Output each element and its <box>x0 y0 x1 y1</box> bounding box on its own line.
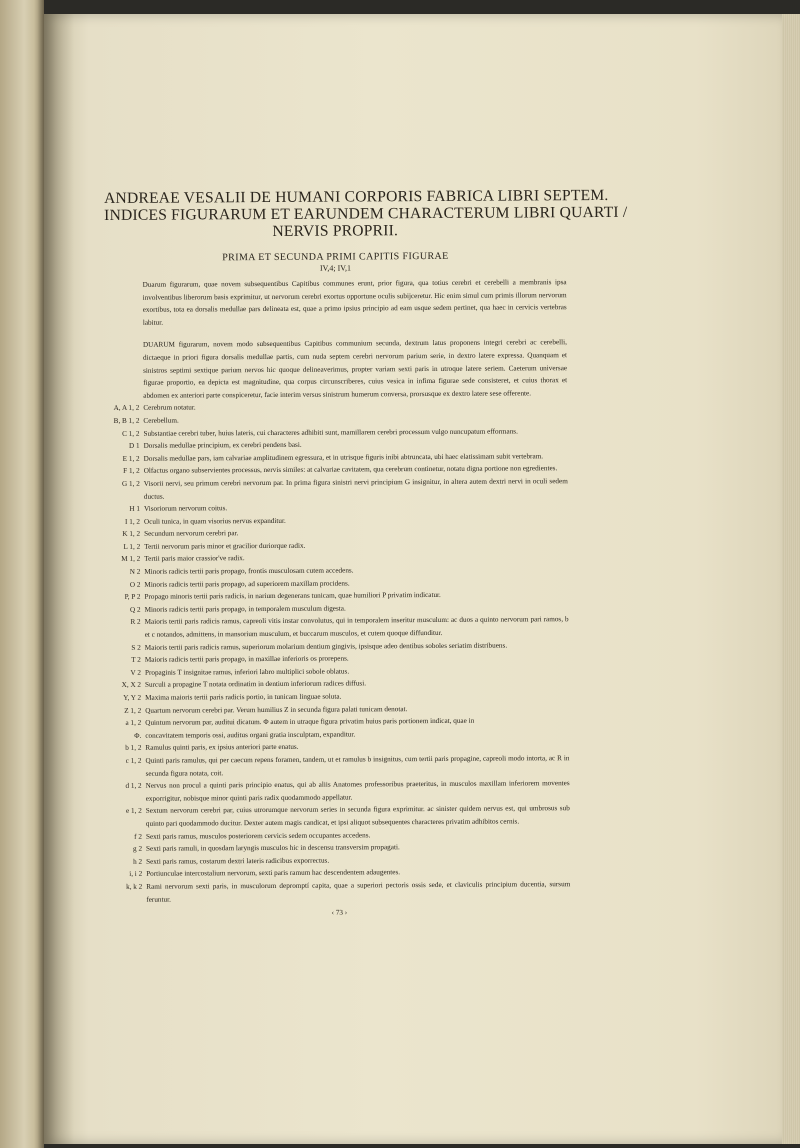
entry-text: Minoris radicis tertii paris propago, ad superiorem maxillam procidens. <box>144 579 350 589</box>
entry-text: Portiunculae intercostalium nervorum, sexti paris ramum hac descendentem adaugentes. <box>146 868 401 879</box>
entry-text: Sexti paris ramuli, in quosdam laryngis musculos hic in descensu transversim propagati. <box>146 843 400 853</box>
title-line-3: NERVIS PROPRII. <box>272 222 399 240</box>
entry-text: Surculi a propagine T notata ordinatim in dentium inferiorum radices diffusi. <box>145 679 367 690</box>
entry-text: Sextum nervorum cerebri par, cuius utrorumque nervorum series in secunda figura exprimitur. ac sinister quidem nervus est, qui umbrosus sub quinto pari quodammodo ducitur. Dexter autem magis candicat, et ipsi aliquot subsequentes characteres privatim adhibitos cernis. <box>145 804 570 828</box>
entry-label: i, i 2 <box>129 870 143 879</box>
page-number: ‹ 73 › <box>331 908 348 917</box>
figure-index-list <box>105 400 570 907</box>
entry-text: Maioris tertii paris radicis ramus, superiorum molarium dentium gingivis, ipsisque adeo dentibus soboles seriatim distribuens. <box>144 641 508 652</box>
entry-label: d 1, 2 <box>125 781 142 791</box>
entry-text: Quartum nervorum cerebri par. Verum humilius Z in secunda figura palati tunicam denotat. <box>145 704 408 715</box>
title-line-1: ANDREAE VESALII DE HUMANI CORPORIS FABRICA LIBRI SEPTEM. <box>104 186 609 207</box>
entry-label: C 1, 2 <box>122 429 140 438</box>
entry-label: Y, Y 2 <box>123 693 142 702</box>
page-text-block <box>104 186 628 920</box>
entry-text: Quinti paris ramulus, qui per caecum repens foramen, tandem, ut et ramulus b insignitus, cum tertii paris propagine, capreoli modo intorta, ac R in secunda figura notata, coit. <box>145 754 570 778</box>
entry-text: Maioris tertii paris radicis ramus, capreoli vitis instar convolutus, qui in temporalem inseritur musculum: ac duos a quinto nervorum pari ramos, b et c notandos, admittens, in mansorium musculum, et buccarum musculos, et cutem quoque diffunditur. <box>144 615 569 639</box>
entry-text: Dorsalis medullae pars, iam calvariae amplitudinem egressura, et in utrisque figuris inibi abtruncata, ubi haec elatissimam subit vertebram. <box>143 452 544 463</box>
entry-label: h 2 <box>133 857 143 866</box>
entry-label: e 1, 2 <box>125 807 142 816</box>
entry-text: Tertii nervorum paris minor et gracilior duriorque radix. <box>144 541 306 551</box>
entry-text: Minoris radicis tertii paris propago, in temporalem musculum digesta. <box>144 604 346 614</box>
entry-text: Visorii nervi, seu primum cerebri nervorum par. In prima figura sinistri nervi principium G insignitur, in altera autem dextri nervi in oculi sedem ductus. <box>143 477 568 501</box>
entry-text: Olfactus organo subservientes processus, nervis similes: at calvariae cavitatem, qua cerebrum continetur, notatu digna portione non egredientes. <box>143 464 558 476</box>
entry-label: A, A 1, 2 <box>113 404 140 413</box>
entry-text: Nervus non procul a quinti paris principio enatus, qui ab aliis Anatomes professoribus praeteritus, in musculos maxillam inferiorem moventes exporrigitur, nobisque minor quinti paris radix quodammodo appellatur. <box>145 779 570 803</box>
entry-text: Substantiae cerebri tuber, huius lateris, cui characteres adhibiti sunt, mamillarem cerebri processum vulgo nuncupatum efformans. <box>143 427 518 438</box>
index-entry <box>107 614 569 642</box>
entry-label: E 1, 2 <box>122 454 140 463</box>
entry-text: Sexti paris ramus, costarum dextri lateris radicibus exporrectus. <box>146 856 330 866</box>
entry-label: I 1, 2 <box>125 517 141 526</box>
entry-text: Visoriorum nervorum coitus. <box>143 504 228 513</box>
entry-label: T 2 <box>131 656 141 665</box>
entry-label: g 2 <box>133 844 143 853</box>
entry-label: R 2 <box>130 618 141 627</box>
index-entry <box>108 803 570 831</box>
entry-label: D 1 <box>128 441 140 450</box>
entry-label: b 1, 2 <box>125 744 142 753</box>
entry-label: c 1, 2 <box>125 756 142 765</box>
entry-text: Oculi tunica, in quam visorius nervus expanditur. <box>144 516 286 526</box>
entry-text: Maxima maioris tertii paris radicis portio, in tunicam linguae soluta. <box>145 692 342 702</box>
entry-text: Cerebrum notatur. <box>143 403 196 413</box>
page-stack-edge <box>782 14 800 1144</box>
entry-label: V 2 <box>130 668 141 677</box>
entry-text: Sexti paris ramus, musculos posteriorem cervicis sedem occupantes accedens. <box>145 830 371 841</box>
entry-text: Propago minoris tertii paris radicis, in narium degenerans tunicam, quae humiliori P privatim indicatur. <box>144 591 441 602</box>
intro-paragraph: Duarum figurarum, quae novem subsequentibus Capitibus communes erunt, prior figura, qua totius cerebri et cerebelli a membranis ipsa involventibus liberorum basis exprimitur, ut nervorum cerebri exortus opportune oculis subijceretur. Hic enim simul cum primis illorum nervorum exortibus, tota ea dorsalis medullae pars delineata est, quae a primo ipsius principio ad eam usque sedem pertinet, qua haec in cervicis vertebras labitur. <box>142 278 567 327</box>
entry-label: M 1, 2 <box>121 555 141 564</box>
gutter-shadow <box>34 0 44 1148</box>
entry-label: G 1, 2 <box>121 479 140 488</box>
entry-label: F 1, 2 <box>123 467 140 476</box>
binding-shadow <box>44 14 74 1144</box>
entry-text: Propaginis T insignitae ramus, inferiori labro multiplici sobole oblatus. <box>144 667 350 677</box>
section-heading: PRIMA ET SECUNDA PRIMI CAPITIS FIGURAE <box>222 250 449 264</box>
entry-text: Tertii paris maior crassior've radix. <box>144 554 245 564</box>
entry-text: Dorsalis medullae principium, ex cerebri pendens basi. <box>143 440 302 450</box>
title-line-2: INDICES FIGURARUM ET EARUNDEM CHARACTERUM LIBRI QUARTI / <box>104 203 628 224</box>
entry-text: Cerebellum. <box>143 416 179 425</box>
entry-label: f 2 <box>134 832 142 841</box>
entry-label: N 2 <box>129 567 141 576</box>
entry-label: Φ. <box>134 731 142 740</box>
entry-text: Maioris radicis tertii paris propago, in maxillae inferioris os prorepens. <box>144 654 349 664</box>
page-title <box>104 186 628 241</box>
second-paragraph: DUARUM figurarum, novem modo subsequentibus Capitibus communium secunda, dextrum latus proponens integri cerebri ac cerebelli, dictaeque in priori figura dorsalis medullae partis, cum nuda septem cerebri nervorum parium serie, in dextro latere expressa. Quanquam et sinistros septimi sextique parium nervos hic quoque delineaverimus, propter variam sexti paris in utroque latere seriem. Caeterum universae figurae proportio, ea depicta est magnitudine, qua corpus circunscriberes, cuius vesica in infima figurae sede consisteret, et cuius thorax et abdomen ex anteriori parte conspiceretur, facie interim versus sinistrum humerum conversa, prorsusque ex dextro latere sese offerente. <box>142 338 568 400</box>
entry-label: Z 1, 2 <box>124 706 142 715</box>
entry-text: Secundum nervorum cerebri par. <box>144 529 239 539</box>
entry-label: Q 2 <box>129 605 141 614</box>
entry-label: K 1, 2 <box>122 530 141 539</box>
section-reference: IV,4; IV,1 <box>319 263 352 273</box>
entry-label: O 2 <box>129 580 141 589</box>
entry-label: B, B 1, 2 <box>113 416 140 425</box>
entry-text: concavitatem temporis ossi, auditus organi gratia insculptam, expanditur. <box>145 730 356 740</box>
index-entry <box>108 777 570 805</box>
entry-text: Rami nervorum sexti paris, in musculorum depromptí capita, quae a superiori pectoris ossis sede, et claviculis principium ducentia, sursum feruntur. <box>146 880 571 904</box>
entry-label: L 1, 2 <box>123 542 141 551</box>
entry-label: S 2 <box>131 643 141 652</box>
index-entry <box>106 475 568 503</box>
entry-text: Minoris radicis tertii paris propago, frontis musculosam cutem accedens. <box>144 566 354 576</box>
entry-label: P, P 2 <box>124 593 141 602</box>
index-entry <box>108 878 570 906</box>
entry-label: a 1, 2 <box>125 718 142 728</box>
entry-text: Ramulus quinti paris, ex ipsius anteriori parte enatus. <box>145 743 299 753</box>
entry-label: k, k 2 <box>126 882 143 891</box>
index-entry <box>107 752 569 780</box>
entry-text: Quintum nervorum par, auditui dicatum. Φ autem in utraque figura privatim huius paris portionem indicat, quae in <box>145 716 475 727</box>
entry-label: X, X 2 <box>121 681 142 690</box>
entry-label: H 1 <box>129 504 140 513</box>
